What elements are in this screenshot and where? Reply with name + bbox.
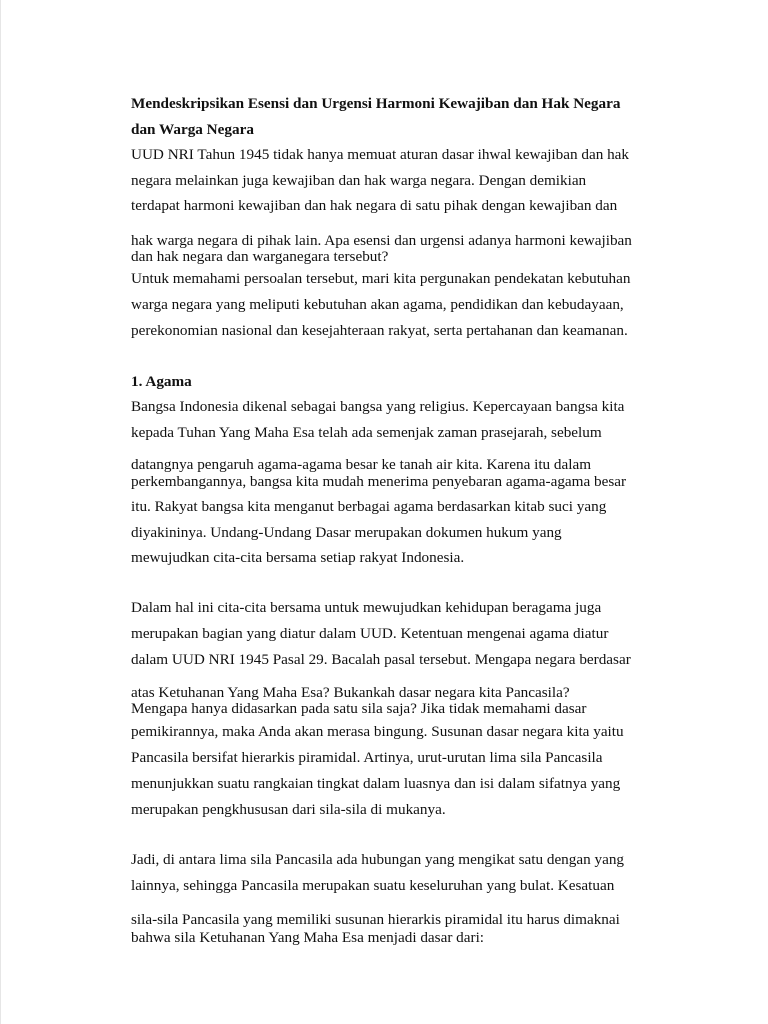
intro-text-line: UUD NRI Tahun 1945 tidak hanya memuat aturan dasar ihwal kewajiban dan hak	[131, 146, 630, 163]
paragraph-text-line: bahwa sila Ketuhanan Yang Maha Esa menjadi dasar dari:	[131, 929, 485, 946]
intro-text-line: terdapat harmoni kewajiban dan hak negara di satu pihak dengan kewajiban dan	[131, 197, 618, 214]
intro-text-line: perekonomian nasional dan kesejahteraan rakyat, serta pertahanan dan keamanan.	[131, 322, 628, 339]
intro-text-line: negara melainkan juga kewajiban dan hak warga negara. Dengan demikian	[131, 172, 587, 189]
paragraph-text-line: dalam UUD NRI 1945 Pasal 29. Bacalah pasal tersebut. Mengapa negara berdasar	[131, 651, 631, 668]
paragraph-text-line: lainnya, sehingga Pancasila merupakan suatu keseluruhan yang bulat. Kesatuan	[131, 877, 615, 894]
document-title-line: dan Warga Negara	[131, 121, 254, 138]
section-text-line: itu. Rakyat bangsa kita menganut berbagai agama berdasarkan kitab suci yang	[131, 498, 607, 515]
document-title-line: Mendeskripsikan Esensi dan Urgensi Harmoni Kewajiban dan Hak Negara	[131, 95, 621, 112]
paragraph-text-line: sila-sila Pancasila yang memiliki susunan hierarkis piramidal itu harus dimaknai	[131, 911, 620, 928]
section-text-line: diyakininya. Undang-Undang Dasar merupakan dokumen hukum yang	[131, 524, 562, 541]
paragraph-text-line: atas Ketuhanan Yang Maha Esa? Bukankah dasar negara kita Pancasila?	[131, 684, 570, 701]
section-text-line: Bangsa Indonesia dikenal sebagai bangsa yang religius. Kepercayaan bangsa kita	[131, 398, 625, 415]
paragraph-text-line: pemikirannya, maka Anda akan merasa bingung. Susunan dasar negara kita yaitu	[131, 723, 624, 740]
section-heading: 1. Agama	[131, 373, 192, 390]
section-text-line: mewujudkan cita-cita bersama setiap rakyat Indonesia.	[131, 549, 465, 566]
intro-text-line: Untuk memahami persoalan tersebut, mari kita pergunakan pendekatan kebutuhan	[131, 270, 631, 287]
paragraph-text-line: Mengapa hanya didasarkan pada satu sila saja? Jika tidak memahami dasar	[131, 700, 587, 717]
intro-text-line: dan hak negara dan warganegara tersebut?	[131, 248, 389, 265]
intro-text-line: warga negara yang meliputi kebutuhan akan agama, pendidikan dan kebudayaan,	[131, 296, 624, 313]
section-text-line: datangnya pengaruh agama-agama besar ke tanah air kita. Karena itu dalam	[131, 456, 592, 473]
paragraph-text-line: merupakan pengkhususan dari sila-sila di mukanya.	[131, 801, 446, 818]
paragraph-text-line: Pancasila bersifat hierarkis piramidal. Artinya, urut-urutan lima sila Pancasila	[131, 749, 603, 766]
intro-text-line: hak warga negara di pihak lain. Apa esensi dan urgensi adanya harmoni kewajiban	[131, 232, 632, 249]
paragraph-text-line: merupakan bagian yang diatur dalam UUD. Ketentuan mengenai agama diatur	[131, 625, 609, 642]
section-text-line: perkembangannya, bangsa kita mudah menerima penyebaran agama-agama besar	[131, 473, 627, 490]
paragraph-text-line: menunjukkan suatu rangkaian tingkat dalam luasnya dan isi dalam sifatnya yang	[131, 775, 621, 792]
section-text-line: kepada Tuhan Yang Maha Esa telah ada semenjak zaman prasejarah, sebelum	[131, 424, 602, 441]
paragraph-text-line: Jadi, di antara lima sila Pancasila ada hubungan yang mengikat satu dengan yang	[131, 851, 625, 868]
paragraph-text-line: Dalam hal ini cita-cita bersama untuk mewujudkan kehidupan beragama juga	[131, 599, 602, 616]
